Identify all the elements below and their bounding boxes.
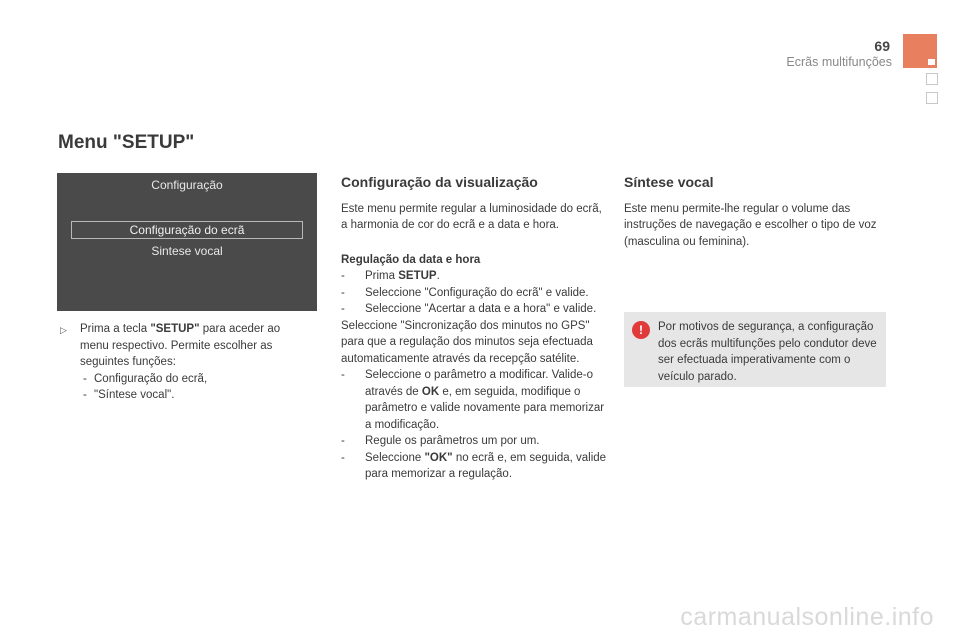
chapter-tab [926,73,938,85]
safety-note [624,312,886,387]
key-name: "SETUP" [150,323,200,335]
chapter-tab-active [903,34,937,68]
section-name: Ecrãs multifunções [786,55,892,69]
sync-paragraph: Seleccione "Sincronização dos minutos no GPS" para que a regulação dos minutos seja efectuada automaticamente através da recepção satélite. [341,319,593,365]
arrow-right-icon: ▷ [60,325,67,335]
section-text: Este menu permite-lhe regular o volume das instruções de navegação e escolher o tipo de voz (masculina ou feminina). [624,202,877,248]
right-column [624,174,886,250]
step-item: - Seleccione "Acertar a data e a hora" e valide. [341,303,597,315]
display-screen-illustration [57,173,317,311]
note-text: Por motivos de segurança, a configuração dos ecrãs multifunções pelo condutor deve ser efectuada imperativamente com o veículo parado. [658,321,877,383]
watermark: carmanualsonline.info [680,603,934,631]
page-title: Menu "SETUP" [58,132,195,153]
list-item: - "Síntese vocal". [83,389,175,401]
screen-title: Configuração [151,178,223,192]
chapter-tab [926,92,938,104]
step-item: - Seleccione "Configuração do ecrã" e valide. [341,286,589,299]
intro-text: Este menu permite regular a luminosidade do ecrã, a harmonia de cor do ecrã e a data e hora. [341,202,602,231]
bullet-text: Prima a tecla [80,323,151,335]
function-list [80,371,308,404]
section-heading: Síntese vocal [624,174,714,190]
screen-menu-item: Sintese vocal [151,244,223,258]
step-item: - Prima SETUP. [341,270,440,282]
list-item: - Configuração do ecrã, [83,372,208,385]
bullet-text: para aceder ao menu respectivo. Permite escolher as seguintes funções: [80,323,281,368]
left-column [60,321,308,404]
instruction-bullet [60,321,308,404]
step-item: - Seleccione "OK" no ecrã e, em seguida, valide para memorizar a regulação. [341,451,607,480]
step-item: - Regule os parâmetros um por um. [341,435,540,447]
section-heading: Configuração da visualização [341,174,538,190]
screen-selected-item: Configuração do ecrã [71,221,303,239]
step-item: - Seleccione o parâmetro a modificar. Valide-o através de OK e, em seguida, modifique o parâmetro e valide novamente para memorizar a modificação. [341,369,605,431]
middle-column [341,174,611,483]
page-number: 69 [874,38,890,54]
subheading: Regulação da data e hora [341,253,481,266]
exclamation-icon: ! [632,321,650,339]
